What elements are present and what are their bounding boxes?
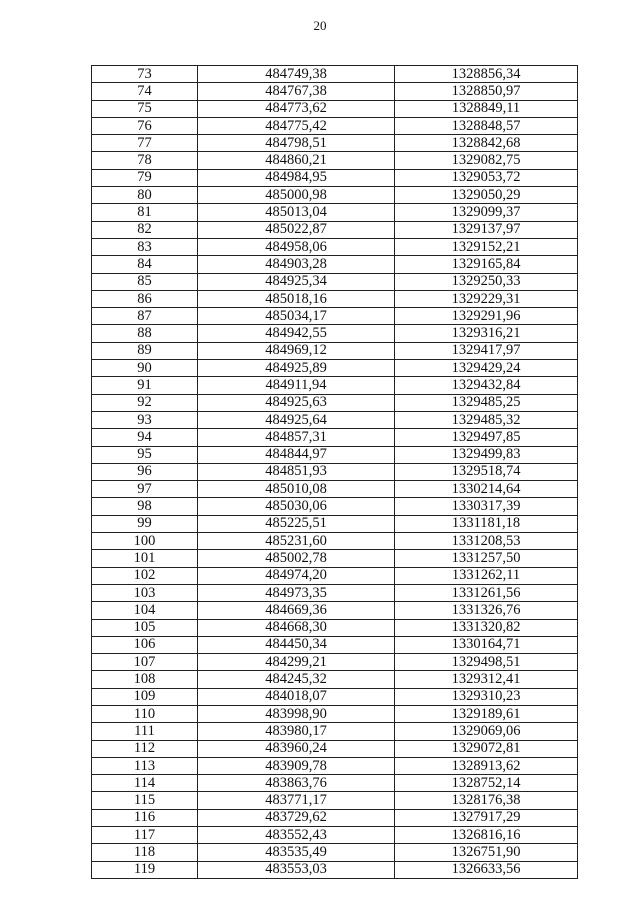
table-row: [92, 844, 578, 861]
table-row: [92, 100, 578, 117]
y-coordinate-cell: 1328752,14: [395, 775, 578, 792]
y-coordinate-cell: 1331262,11: [395, 567, 578, 584]
point-number-cell: 101: [92, 550, 198, 567]
x-coordinate-cell: 484857,31: [198, 429, 395, 446]
y-coordinate-cell: 1329497,85: [395, 429, 578, 446]
table-row: [92, 429, 578, 446]
point-number-cell: 105: [92, 619, 198, 636]
x-coordinate-cell: 484773,62: [198, 100, 395, 117]
x-coordinate-cell: 483998,90: [198, 705, 395, 722]
y-coordinate-cell: 1330317,39: [395, 498, 578, 515]
y-coordinate-cell: 1329099,37: [395, 204, 578, 221]
coordinates-table-body: [92, 66, 578, 879]
point-number-cell: 75: [92, 100, 198, 117]
point-number-cell: 109: [92, 688, 198, 705]
x-coordinate-cell: 484844,97: [198, 446, 395, 463]
x-coordinate-cell: 484299,21: [198, 654, 395, 671]
table-row: [92, 619, 578, 636]
y-coordinate-cell: 1329499,83: [395, 446, 578, 463]
x-coordinate-cell: 485013,04: [198, 204, 395, 221]
y-coordinate-cell: 1331326,76: [395, 602, 578, 619]
table-row: [92, 550, 578, 567]
y-coordinate-cell: 1326633,56: [395, 861, 578, 878]
x-coordinate-cell: 483552,43: [198, 827, 395, 844]
y-coordinate-cell: 1331181,18: [395, 515, 578, 532]
x-coordinate-cell: 484984,95: [198, 169, 395, 186]
table-row: [92, 498, 578, 515]
x-coordinate-cell: 484958,06: [198, 238, 395, 255]
x-coordinate-cell: 483553,03: [198, 861, 395, 878]
x-coordinate-cell: 484911,94: [198, 377, 395, 394]
x-coordinate-cell: 484925,89: [198, 360, 395, 377]
point-number-cell: 99: [92, 515, 198, 532]
table-row: [92, 273, 578, 290]
x-coordinate-cell: 484974,20: [198, 567, 395, 584]
table-row: [92, 636, 578, 653]
y-coordinate-cell: 1326816,16: [395, 827, 578, 844]
point-number-cell: 97: [92, 481, 198, 498]
table-row: [92, 654, 578, 671]
y-coordinate-cell: 1329069,06: [395, 723, 578, 740]
table-row: [92, 117, 578, 134]
y-coordinate-cell: 1328842,68: [395, 135, 578, 152]
y-coordinate-cell: 1329316,21: [395, 325, 578, 342]
coordinates-table: [91, 65, 578, 879]
y-coordinate-cell: 1326751,90: [395, 844, 578, 861]
point-number-cell: 96: [92, 463, 198, 480]
x-coordinate-cell: 483771,17: [198, 792, 395, 809]
point-number-cell: 87: [92, 308, 198, 325]
y-coordinate-cell: 1329498,51: [395, 654, 578, 671]
table-row: [92, 221, 578, 238]
point-number-cell: 111: [92, 723, 198, 740]
point-number-cell: 112: [92, 740, 198, 757]
point-number-cell: 108: [92, 671, 198, 688]
point-number-cell: 114: [92, 775, 198, 792]
table-row: [92, 792, 578, 809]
y-coordinate-cell: 1331208,53: [395, 533, 578, 550]
table-row: [92, 66, 578, 83]
x-coordinate-cell: 485225,51: [198, 515, 395, 532]
point-number-cell: 115: [92, 792, 198, 809]
table-row: [92, 152, 578, 169]
y-coordinate-cell: 1329152,21: [395, 238, 578, 255]
point-number-cell: 85: [92, 273, 198, 290]
x-coordinate-cell: 484851,93: [198, 463, 395, 480]
y-coordinate-cell: 1329072,81: [395, 740, 578, 757]
x-coordinate-cell: 483863,76: [198, 775, 395, 792]
point-number-cell: 100: [92, 533, 198, 550]
table-row: [92, 602, 578, 619]
table-row: [92, 688, 578, 705]
point-number-cell: 81: [92, 204, 198, 221]
table-row: [92, 481, 578, 498]
table-row: [92, 290, 578, 307]
y-coordinate-cell: 1329417,97: [395, 342, 578, 359]
point-number-cell: 102: [92, 567, 198, 584]
y-coordinate-cell: 1329165,84: [395, 256, 578, 273]
point-number-cell: 117: [92, 827, 198, 844]
y-coordinate-cell: 1331261,56: [395, 584, 578, 601]
table-row: [92, 169, 578, 186]
y-coordinate-cell: 1328176,38: [395, 792, 578, 809]
table-row: [92, 325, 578, 342]
x-coordinate-cell: 484669,36: [198, 602, 395, 619]
point-number-cell: 83: [92, 238, 198, 255]
table-row: [92, 83, 578, 100]
point-number-cell: 116: [92, 809, 198, 826]
table-row: [92, 567, 578, 584]
table-row: [92, 256, 578, 273]
table-row: [92, 584, 578, 601]
y-coordinate-cell: 1329137,97: [395, 221, 578, 238]
point-number-cell: 79: [92, 169, 198, 186]
point-number-cell: 80: [92, 187, 198, 204]
point-number-cell: 93: [92, 411, 198, 428]
table-row: [92, 411, 578, 428]
x-coordinate-cell: 485002,78: [198, 550, 395, 567]
table-row: [92, 671, 578, 688]
table-row: [92, 740, 578, 757]
x-coordinate-cell: 484450,34: [198, 636, 395, 653]
point-number-cell: 104: [92, 602, 198, 619]
x-coordinate-cell: 484925,64: [198, 411, 395, 428]
y-coordinate-cell: 1328913,62: [395, 757, 578, 774]
x-coordinate-cell: 485000,98: [198, 187, 395, 204]
table-row: [92, 238, 578, 255]
x-coordinate-cell: 485010,08: [198, 481, 395, 498]
table-row: [92, 446, 578, 463]
y-coordinate-cell: 1329082,75: [395, 152, 578, 169]
table-row: [92, 342, 578, 359]
point-number-cell: 119: [92, 861, 198, 878]
x-coordinate-cell: 484668,30: [198, 619, 395, 636]
y-coordinate-cell: 1329312,41: [395, 671, 578, 688]
y-coordinate-cell: 1327917,29: [395, 809, 578, 826]
x-coordinate-cell: 483960,24: [198, 740, 395, 757]
point-number-cell: 98: [92, 498, 198, 515]
point-number-cell: 110: [92, 705, 198, 722]
y-coordinate-cell: 1330214,64: [395, 481, 578, 498]
x-coordinate-cell: 484018,07: [198, 688, 395, 705]
y-coordinate-cell: 1328849,11: [395, 100, 578, 117]
point-number-cell: 88: [92, 325, 198, 342]
x-coordinate-cell: 485022,87: [198, 221, 395, 238]
y-coordinate-cell: 1329432,84: [395, 377, 578, 394]
point-number-cell: 113: [92, 757, 198, 774]
table-row: [92, 809, 578, 826]
x-coordinate-cell: 484925,34: [198, 273, 395, 290]
point-number-cell: 78: [92, 152, 198, 169]
point-number-cell: 103: [92, 584, 198, 601]
table-row: [92, 827, 578, 844]
table-row: [92, 515, 578, 532]
x-coordinate-cell: 484245,32: [198, 671, 395, 688]
point-number-cell: 118: [92, 844, 198, 861]
y-coordinate-cell: 1329485,25: [395, 394, 578, 411]
y-coordinate-cell: 1329291,96: [395, 308, 578, 325]
point-number-cell: 76: [92, 117, 198, 134]
x-coordinate-cell: 485018,16: [198, 290, 395, 307]
point-number-cell: 73: [92, 66, 198, 83]
table-row: [92, 705, 578, 722]
x-coordinate-cell: 484775,42: [198, 117, 395, 134]
y-coordinate-cell: 1329518,74: [395, 463, 578, 480]
y-coordinate-cell: 1329050,29: [395, 187, 578, 204]
x-coordinate-cell: 484767,38: [198, 83, 395, 100]
point-number-cell: 86: [92, 290, 198, 307]
point-number-cell: 95: [92, 446, 198, 463]
x-coordinate-cell: 485034,17: [198, 308, 395, 325]
y-coordinate-cell: 1328850,97: [395, 83, 578, 100]
table-row: [92, 463, 578, 480]
point-number-cell: 90: [92, 360, 198, 377]
point-number-cell: 107: [92, 654, 198, 671]
point-number-cell: 74: [92, 83, 198, 100]
y-coordinate-cell: 1329485,32: [395, 411, 578, 428]
x-coordinate-cell: 484860,21: [198, 152, 395, 169]
table-row: [92, 723, 578, 740]
x-coordinate-cell: 484903,28: [198, 256, 395, 273]
table-row: [92, 394, 578, 411]
y-coordinate-cell: 1329229,31: [395, 290, 578, 307]
x-coordinate-cell: 484798,51: [198, 135, 395, 152]
x-coordinate-cell: 485030,06: [198, 498, 395, 515]
y-coordinate-cell: 1329250,33: [395, 273, 578, 290]
x-coordinate-cell: 484749,38: [198, 66, 395, 83]
table-row: [92, 135, 578, 152]
table-row: [92, 187, 578, 204]
y-coordinate-cell: 1329429,24: [395, 360, 578, 377]
x-coordinate-cell: 484973,35: [198, 584, 395, 601]
point-number-cell: 106: [92, 636, 198, 653]
point-number-cell: 94: [92, 429, 198, 446]
point-number-cell: 91: [92, 377, 198, 394]
table-row: [92, 377, 578, 394]
point-number-cell: 77: [92, 135, 198, 152]
y-coordinate-cell: 1329053,72: [395, 169, 578, 186]
y-coordinate-cell: 1329189,61: [395, 705, 578, 722]
point-number-cell: 92: [92, 394, 198, 411]
y-coordinate-cell: 1330164,71: [395, 636, 578, 653]
table-row: [92, 308, 578, 325]
y-coordinate-cell: 1328856,34: [395, 66, 578, 83]
table-row: [92, 861, 578, 878]
y-coordinate-cell: 1329310,23: [395, 688, 578, 705]
x-coordinate-cell: 485231,60: [198, 533, 395, 550]
x-coordinate-cell: 484942,55: [198, 325, 395, 342]
x-coordinate-cell: 483909,78: [198, 757, 395, 774]
point-number-cell: 89: [92, 342, 198, 359]
table-row: [92, 533, 578, 550]
page-number: 20: [313, 18, 327, 33]
y-coordinate-cell: 1328848,57: [395, 117, 578, 134]
x-coordinate-cell: 484969,12: [198, 342, 395, 359]
x-coordinate-cell: 483980,17: [198, 723, 395, 740]
table-row: [92, 360, 578, 377]
y-coordinate-cell: 1331320,82: [395, 619, 578, 636]
x-coordinate-cell: 483729,62: [198, 809, 395, 826]
x-coordinate-cell: 483535,49: [198, 844, 395, 861]
point-number-cell: 82: [92, 221, 198, 238]
x-coordinate-cell: 484925,63: [198, 394, 395, 411]
point-number-cell: 84: [92, 256, 198, 273]
y-coordinate-cell: 1331257,50: [395, 550, 578, 567]
table-row: [92, 757, 578, 774]
table-row: [92, 775, 578, 792]
table-row: [92, 204, 578, 221]
